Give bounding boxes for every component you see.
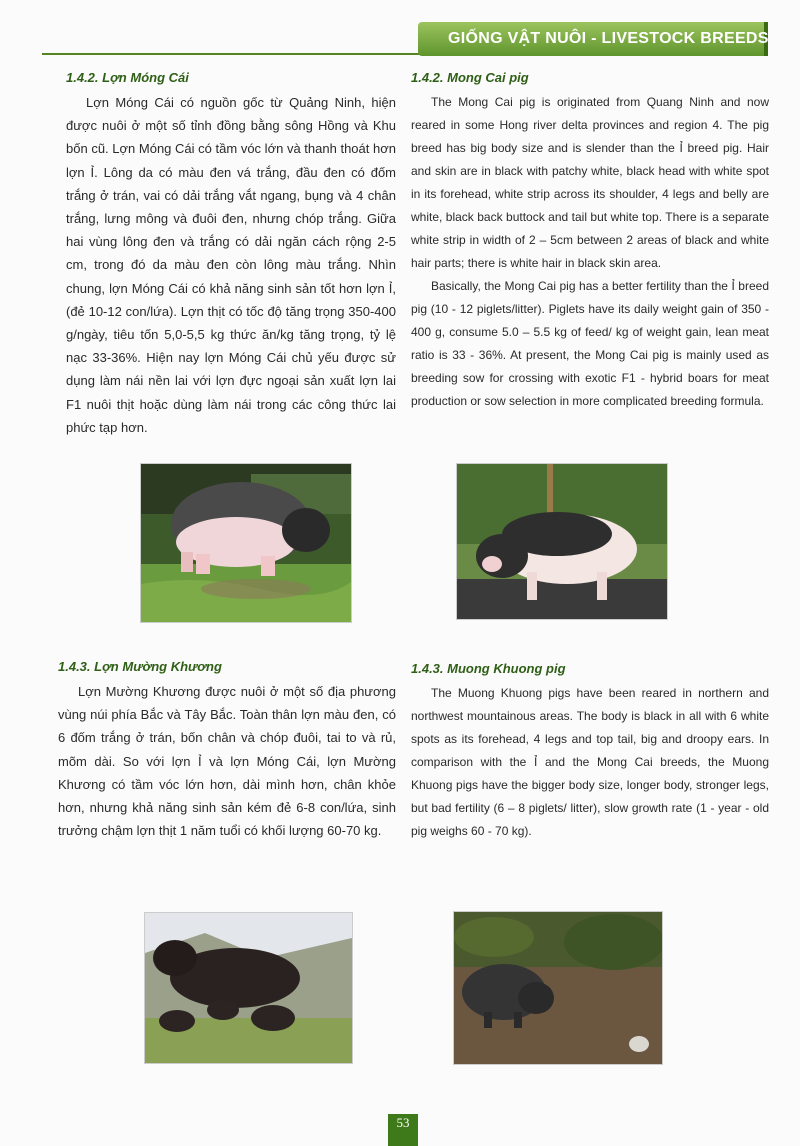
section-body: Lợn Móng Cái có nguồn gốc từ Quảng Ninh, hiện được nuôi ở một số tỉnh đồng bằng sông Hồng và Khu bốn cũ. Lợn Móng Cái có tầm vóc lớn và thanh thoát hơn lợn Ỉ. Lông da có màu đen vá trắng, đầu đen có đốm trắng ở trán, vai có dải trắng vắt ngang, bụng và 4 chân trắng, lưng mông và đuôi đen, nhưng chóp trắng. Giữa hai vùng lông đen và trắng có dải ngăn cách rộng 2-5 cm, trong đó da màu đen còn lông màu trắng. Nhìn chung, lợn Móng Cái có khả năng sinh sản tốt hơn lợn Ỉ, (đẻ 10-12 con/lứa). Lợn thịt có tốc độ tăng trọng 350-400 g/ngày, tiêu tốn 5,0-5,5 kg thức ăn/kg tăng trọng, tỷ lệ nạc 33-36%. Hiện nay lợn Móng Cái chủ yếu được sử dụng làm nái nền lai với lợn đực ngoại sản xuất lợn lai F1 nuôi thịt hoặc dùng làm nái trong các công thức lai phức tạp hơn. — [66, 95, 396, 435]
header-title: GIỐNG VẬT NUÔI - LIVESTOCK BREEDS — [448, 30, 769, 47]
section-muongkhuong-en — [411, 661, 769, 843]
section-heading: 1.4.2. Lợn Móng Cái — [66, 70, 189, 85]
section-mongcai-en — [411, 70, 769, 413]
section-muongkhuong-vi — [58, 659, 396, 842]
section-mongcai-vi — [66, 70, 396, 439]
section-body: The Mong Cai pig is originated from Quang Ninh and now reared in some Hong river delta provinces and region 4. The pig breed has big body size and is slender than the Ỉ breed pig. Hair and skin are in black with patchy white, black head with white spot in its forehead, white strip across its shoulder, 4 legs and belly are white, black back buttock and tail but white top. There is a separate white strip in width of 2 – 5cm between 2 areas of black and white hair parts; there is white hair in black skin area. — [411, 95, 769, 270]
section-heading: 1.4.2. Mong Cai pig — [411, 70, 529, 85]
photo-muongkhuong-sow-piglets — [144, 912, 353, 1064]
page-number: 53 — [388, 1114, 418, 1146]
photo-mongcai-pig-grass — [140, 463, 352, 623]
photo-mongcai-pig-table — [456, 463, 668, 620]
section-body: Lợn Mường Khương được nuôi ở một số địa phương vùng núi phía Bắc và Tây Bắc. Toàn thân lợn màu đen, có 6 đốm trắng ở trán, bốn chân và chóp đuôi, tai to và rủ, mõm dài. So với lợn Ỉ và lợn Móng Cái, lợn Mường Khương có tầm vóc lớn hơn, dài mình hơn, chân khỏe hơn, nhưng khả năng sinh sản kém đẻ 6-8 con/lứa, sinh trưởng chậm lợn thịt 1 năm tuổi có khối lượng 60-70 kg. — [58, 684, 396, 839]
section-heading: 1.4.3. Muong Khuong pig — [411, 661, 566, 676]
photo-muongkhuong-pig-dirt — [453, 911, 663, 1065]
section-body: The Muong Khuong pigs have been reared in northern and northwest mountainous areas. The body is black in all with 6 white spots as its forehead, 4 legs and top tail, big and droopy ears. In comparison with the Ỉ and the Mong Cai breeds, the Muong Khuong pigs have the bigger body size, longer body, stronger legs, but bad fertility (6 – 8 piglets/ litter), slow growth rate (1 - year - old pig weighs 60 - 70 kg). — [411, 686, 769, 838]
section-heading: 1.4.3. Lợn Mường Khương — [58, 659, 222, 674]
section-body: Basically, the Mong Cai pig has a better fertility than the Ỉ breed pig (10 - 12 piglets/litter). Piglets have its daily weight gain of 350 - 400 g, consume 5.0 – 5.5 kg of feed/ kg of weight gain, lean meat ratio is 33 - 36%. At present, the Mong Cai pig is mainly used as breeding sow for crossing with exotic F1 - hybrid boars for meat production or sow selection in more complicated breeding formula. — [411, 279, 769, 408]
